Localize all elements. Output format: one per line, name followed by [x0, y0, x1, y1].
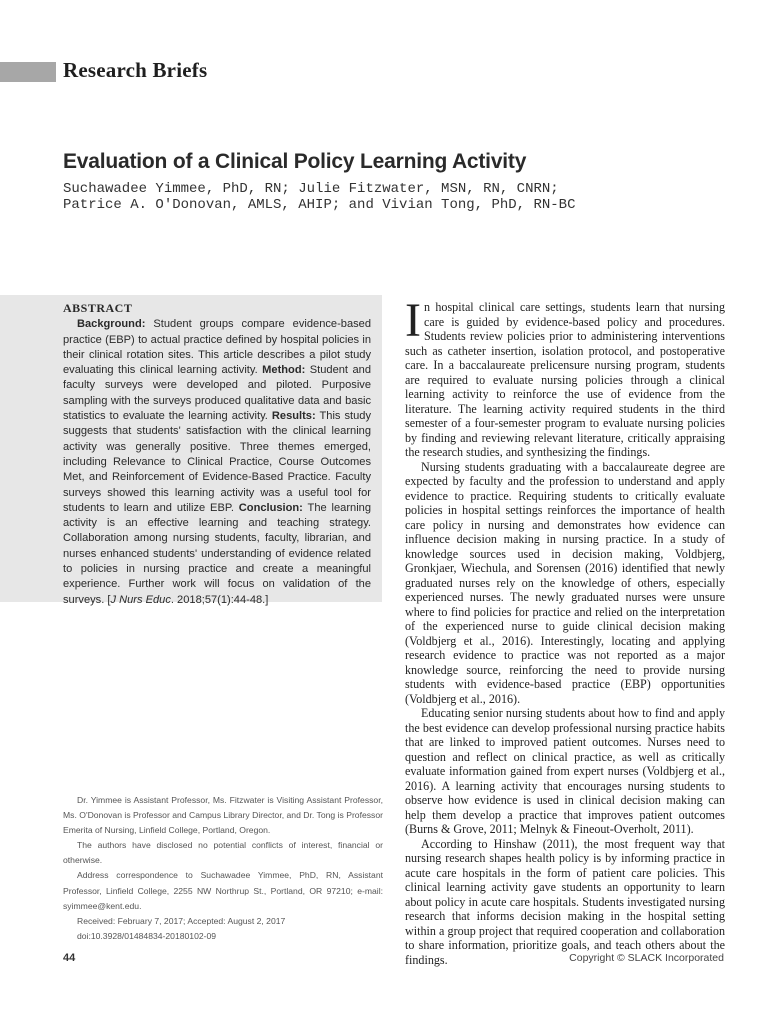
footnote-disclosure: The authors have disclosed no potential conflicts of interest, financial or otherwise.: [63, 840, 383, 866]
citation-details: . 2018;57(1):44-48.]: [170, 593, 269, 606]
page-number: 44: [63, 952, 76, 964]
section-bar: [0, 62, 56, 82]
author-footnotes: [63, 793, 383, 944]
conclusion-label: Conclusion:: [238, 501, 303, 514]
section-label: Research Briefs: [63, 58, 208, 82]
copyright-notice: Copyright © SLACK Incorporated: [569, 952, 724, 964]
body-paragraph: [405, 294, 725, 460]
abstract-heading: ABSTRACT: [63, 301, 133, 315]
body-column: [405, 294, 725, 967]
article-title: Evaluation of a Clinical Policy Learning Activity: [63, 150, 527, 173]
footnote-affiliations: Dr. Yimmee is Assistant Professor, Ms. Fitzwater is Visiting Assistant Professor, Ms. O'Donovan is Professor and Campus Library Director, and Dr. Tong is Professor Emerita of Nursing, Linfield College, Portland, Oregon.: [63, 795, 383, 836]
author-line: Patrice A. O'Donovan, AMLS, AHIP; and Vivian Tong, PhD, RN-BC: [63, 197, 576, 213]
method-text: Student and faculty surveys were developed and piloted. Purposive sampling with the surveys produced qualitative data and basic statistics to evaluate the learning activity.: [63, 364, 371, 423]
body-paragraph: Nursing students graduating with a baccalaureate degree are expected by faculty and the profession to understand and apply evidence to practice. Requiring students to critically evaluate policies in hospital settings reinforces the importance of health care policy in nursing and demonstrates how evidence can influence decision making in nursing practice. In a study of knowledge sources used in decision making, Voldbjerg, Gronkjaer, Wiechula, and Sorensen (2016) identified that newly graduated nurses rely on the knowledge of others, especially experienced nurses. The newly graduated nurses were unsure where to find policies for practice and relied on the interpretation of the experienced nurse to guide clinical decision making (Voldbjerg et al., 2016). Interestingly, locating and applying research evidence to practice was not reported as a major knowledge source, reinforcing the need to provide nursing students with evidence-based practice (EBP) opportunities (Voldbjerg et al., 2016).: [405, 459, 725, 706]
author-line: Suchawadee Yimmee, PhD, RN; Julie Fitzwater, MSN, RN, CNRN;: [63, 181, 559, 197]
method-label: Method:: [262, 364, 306, 377]
author-list: [63, 181, 683, 213]
footnote-correspondence: Address correspondence to Suchawadee Yimmee, PhD, RN, Assistant Professor, Linfield College, 2255 NW Northrup St., Portland, OR 97210; e-mail: syimmee@kent.edu.: [63, 870, 383, 911]
results-label: Results:: [271, 410, 316, 423]
citation-journal: J Nurs Educ: [110, 593, 171, 606]
footnote-dates: Received: February 7, 2017; Accepted: August 2, 2017: [77, 915, 286, 926]
footnote-doi: doi:10.3928/01484834-20180102-09: [77, 930, 217, 941]
background-text: Student groups compare evidence-based practice (EBP) to actual practice defined by hospital policies in their clinical rotation sites. This article describes a pilot study evaluating this clinical learning activity.: [63, 318, 371, 377]
body-paragraph: According to Hinshaw (2011), the most frequent way that nursing research shapes health policy is by informing practice in acute care hospitals in the form of patient care policies. This clinical learning activity gave students an opportunity to learn about policy in acute care hospitals. Students investigated nursing research that informs decision making in the hospital setting within a group project that required cooperation and collaboration to share information, prioritize goals, and teach others about the findings.: [405, 836, 725, 967]
background-label: Background:: [77, 318, 146, 331]
results-text: This study suggests that students' satisfaction with the clinical learning activity was generally positive. Three themes emerged, including Relevance to Clinical Practice, Course Outcomes Met, and Reinforcement of Evidence-Based Practice. Faculty surveys showed this learning activity was a useful tool for students to learn and utilize EBP.: [63, 410, 371, 514]
abstract: [63, 301, 371, 608]
body-paragraph: Educating senior nursing students about how to find and apply the best evidence can develop professional nursing practice habits that are linked to improved patient outcomes. Nurses need to question and reflect on clinical practice, as well as critically evaluate information gained from expert nurses (Voldbjerg et al., 2016). A learning activity that encourages nursing students to observe how evidence is used in clinical decision making can help them develop a practice that improves patient outcomes (Burns & Grove, 2011; Melnyk & Fineout-Overholt, 2011).: [405, 706, 725, 836]
abstract-text: [63, 317, 371, 608]
drop-cap: I: [405, 294, 421, 347]
conclusion-text: The learning activity is an effective learning and teaching strategy. Collaboration among nursing students, faculty, librarian, and nurses enhanced students' understanding of evidence related to policies in nursing practice and create a meaningful experience. Further work will focus on validation of the surveys. [: [63, 501, 371, 606]
body-paragraph-text: n hospital clinical care settings, students learn that nursing care is guided by evidence-based policy and procedures. Students review policies prior to administering interventions such as catheter insertion, isolation protocol, and postoperative care. In a baccalaureate prelicensure nursing program, students are required to evaluate nursing policies through a clinical learning activity to reinforce the use of evidence from the literature. The learning activity required students in the third semester of a four-semester program to evaluate nursing policies by finding and reviewing relevant literature, critically appraising the research studies, and synthesizing the findings.: [405, 300, 725, 459]
